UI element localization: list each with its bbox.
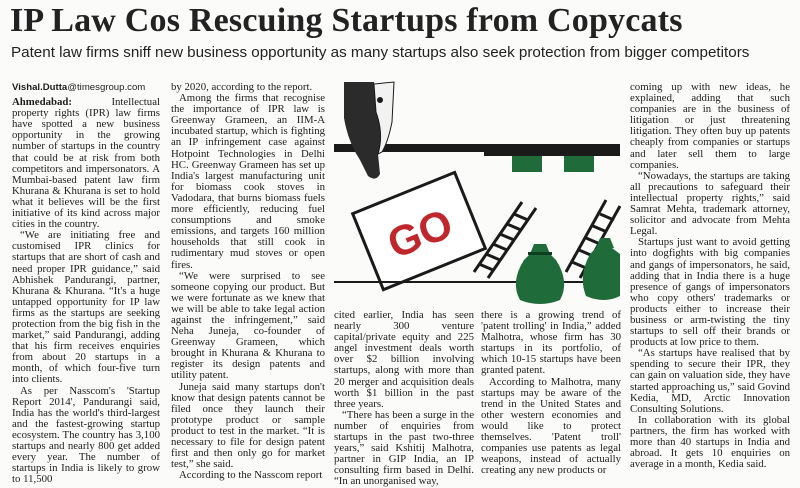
article-column-1 [12,82,160,486]
article-column-3 [334,309,474,488]
article-column-5 [630,81,790,471]
paragraph: “We are initiating free and customised IPR clinics for startups that are short of cash and need proper IPR guidance,” said Abhishek Pandurangi, partner, Khurana & Khurana. “It's a huge untapped opportunity for IP law firms as the startups are seeking protection from the big fish in the market,” said Pandurangi, adding that his firm receives enquiries from about 20 startups in a month, of which four-five turn into clients. [12,229,160,386]
headline: IP Law Cos Rescuing Startups from Copycats [10,2,683,39]
article-column-4 [481,309,621,477]
subheadline: Patent law firms sniff new business opportunity as many startups also seek protection from bigger competitors [11,44,750,61]
paragraph: In collaboration with its global partners, the firm has worked with more than 40 startups in India and abroad. It gets 10 enquiries on average in a month, Kedia said. [630,413,790,471]
paragraph: “We were surprised to see someone copying our product. But we were fortunate as we knew that we will be able to take legal action against the infringement,” said Neha Juneja, co-founder of Greenway Grameen, which brought in Khurana & Khurana to register its design patents and utility patent. [171,269,325,382]
paragraph: “Nowadays, the startups are taking all precautions to safeguard their intellectual property rights,” said Samrat Mehta, trademark attorney, solicitor and advocate from Mehta Legal. [630,169,790,238]
illustration [334,82,620,308]
paragraph [12,97,160,230]
byline-name: Vishal.Dutta [12,82,68,93]
paragraph: According to Malhotra, many startups may be aware of the trend in the United States and other western economies and would like to protect themselves. 'Patent troll' companies use patents as legal weapons, instead of actually creating any new products or [481,375,621,477]
paragraph: coming up with new ideas, he explained, adding that such companies are in the business of litigation or just threatening litigation. They often buy up patents cheaply from companies or startups and later sell them to large companies. [630,81,790,171]
paragraph: Juneja said many startups don't know that design patents cannot be filed once they launch their prototype product or sample product to test in the market. “It is necessary to file for design patent first and then only go for market test,” she said. [171,380,325,471]
illustration-svg [334,82,620,308]
go-text: GO [380,199,460,268]
paragraph: Startups just want to avoid getting into dogfights with big companies and gangs of impersonators, he said, adding that in India there is a huge presence of gangs of impersonators who copy others' trademarks or products either to increase their business or arm-twisting the tiny startups to sell off their brands or products at low price to them. [630,236,790,349]
dateline: Ahmedabad: [12,96,72,109]
paragraph: Among the firms that recognise the importance of IPR law is Greenway Grameen, an IIM-A incubated startup, which is fighting an IP infringement case against Hotpoint Technologies in Delhi HC. Greenway Grameen has set up India's largest manufacturing unit for biomass cook stoves in Vadodara, that burns biomass fuels more efficiently, reducing fuel consumptions and smoke emissions, and targets 160 million households that still cook in rudimentary mud stoves or open fires. [171,92,325,271]
paragraph: “As startups have realised that by spending to secure their IPR, they can gain on valuation side, they have started approaching us,” said Govind Kedia, MD, Arctic Innovation Consulting Solutions. [630,347,790,415]
byline-email: @timesgroup.com [67,82,146,93]
paragraph: As per Nasscom's 'Startup Report 2014', Pandurangi said, India has the world's third-largest and the fastest-growing startup ecosystem. The country has 3,100 startups and nearly 800 get added every year. The number of startups in India is likely to grow to 11,500 [12,384,160,486]
paragraph: According to the Nasscom report [179,469,323,482]
paragraph: there is a growing trend of 'patent trolling' in India,” added Malhotra, whose firm has 30 startups in its portfolio, of which 10-15 startups have been granted patent. [481,309,621,377]
paragraph: “There has been a surge in the number of enquiries from startups in the past two-three years,” said Kshitij Malhotra, partner in GIP India, an IP consulting firm based in Delhi. “In an unorganised way, [334,408,474,488]
paragraph: cited earlier, India has seen nearly 300 venture capital/private equity and 225 angel investment deals worth over $2 billion involving startups, along with more than 20 merger and acquisition deals worth $1 billion in the past three years. [334,309,474,410]
byline [12,82,160,93]
article-column-2 [171,81,325,482]
paragraph-text: Intellectual property rights (IPR) law firms have spotted a new business opportunity in the growing number of startups in the country that could be at risk from both competitors and impersonators. A Mumbai-based patent law firm Khurana & Khurana is set to hold what it believes will be the first initiative of its kind across major cities in the country. [12,96,160,231]
paragraph: by 2020, according to the report. [171,81,313,93]
